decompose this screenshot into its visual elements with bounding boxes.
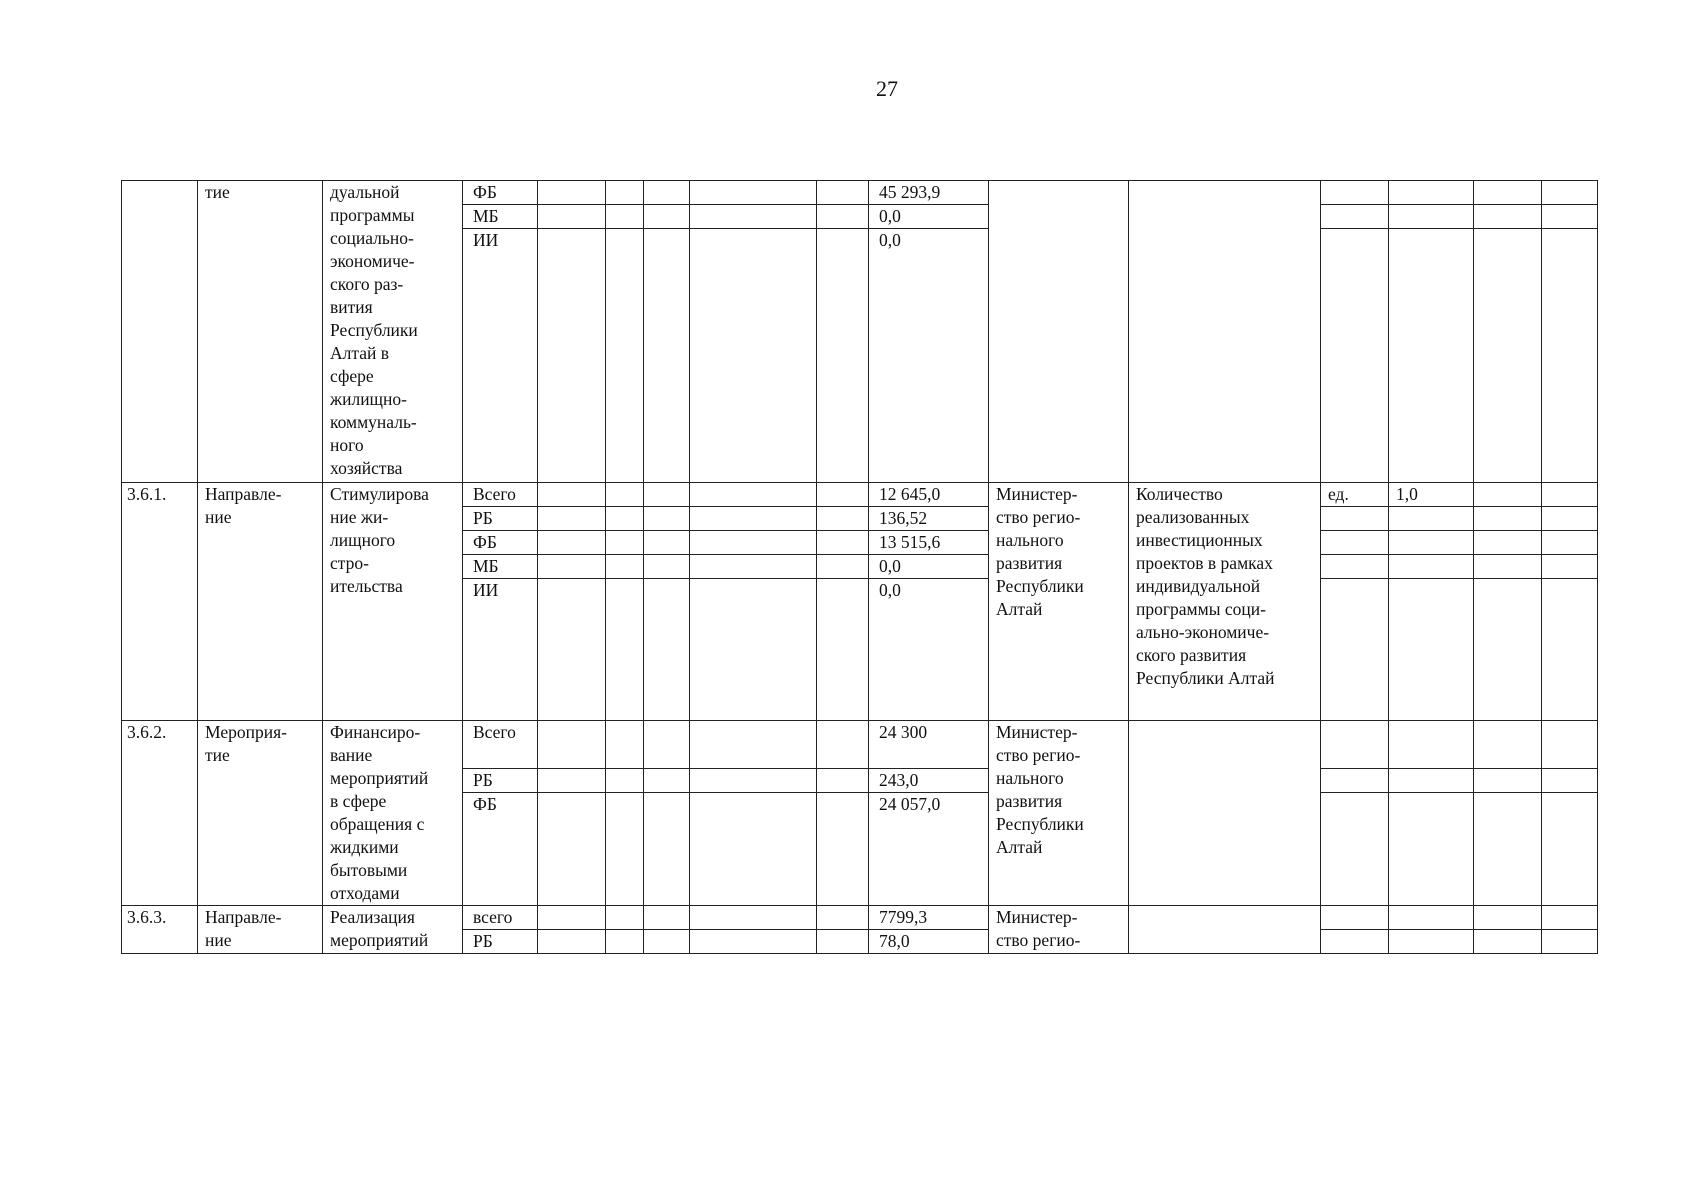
empty-cell xyxy=(644,793,690,906)
page-number: 27 xyxy=(876,76,898,101)
empty-cell xyxy=(1542,205,1598,229)
amount-cell: 136,52 xyxy=(869,507,989,531)
empty-cell xyxy=(1542,229,1598,483)
unit-cell: ед. xyxy=(1321,483,1389,507)
empty-cell xyxy=(1321,579,1389,721)
empty-cell xyxy=(1321,793,1389,906)
amount-cell: 0,0 xyxy=(869,579,989,721)
funding-source-cell: ИИ xyxy=(463,579,538,721)
empty-cell xyxy=(606,793,644,906)
target-value-cell xyxy=(1389,906,1474,930)
empty-cell xyxy=(1389,793,1474,906)
empty-cell xyxy=(817,793,869,906)
empty-cell xyxy=(644,483,690,507)
item-name-cell: Стимулирова ние жи- лищного стро- ительства xyxy=(323,483,463,721)
item-code-cell: 3.6.1. xyxy=(122,483,198,721)
empty-cell xyxy=(606,205,644,229)
empty-cell xyxy=(1474,229,1542,483)
empty-cell xyxy=(606,507,644,531)
empty-cell xyxy=(1542,483,1598,507)
empty-cell xyxy=(644,205,690,229)
empty-cell xyxy=(538,769,606,793)
empty-cell xyxy=(538,930,606,954)
empty-cell xyxy=(1321,555,1389,579)
empty-cell xyxy=(690,579,817,721)
empty-cell xyxy=(817,769,869,793)
empty-cell xyxy=(690,721,817,769)
empty-cell xyxy=(1321,531,1389,555)
empty-cell xyxy=(1542,555,1598,579)
empty-cell xyxy=(1542,181,1598,205)
amount-cell: 7799,3 xyxy=(869,906,989,930)
empty-cell xyxy=(538,229,606,483)
empty-cell xyxy=(1542,531,1598,555)
empty-cell xyxy=(817,531,869,555)
empty-cell xyxy=(1321,229,1389,483)
empty-cell xyxy=(1542,930,1598,954)
empty-cell xyxy=(538,579,606,721)
empty-cell xyxy=(538,507,606,531)
empty-cell xyxy=(817,507,869,531)
item-code-cell xyxy=(122,181,198,483)
empty-cell xyxy=(1474,930,1542,954)
funding-source-cell: РБ xyxy=(463,507,538,531)
empty-cell xyxy=(817,721,869,769)
empty-cell xyxy=(1474,906,1542,930)
empty-cell xyxy=(606,555,644,579)
empty-cell xyxy=(1321,507,1389,531)
empty-cell xyxy=(1321,930,1389,954)
item-type-cell: Направле- ние xyxy=(198,483,323,721)
amount-cell: 0,0 xyxy=(869,205,989,229)
empty-cell xyxy=(538,531,606,555)
item-type-cell: Направле- ние xyxy=(198,906,323,954)
empty-cell xyxy=(1474,579,1542,721)
empty-cell xyxy=(1474,793,1542,906)
empty-cell xyxy=(1321,205,1389,229)
item-code-cell: 3.6.3. xyxy=(122,906,198,954)
unit-cell xyxy=(1321,906,1389,930)
table-row xyxy=(122,721,1598,769)
empty-cell xyxy=(817,181,869,205)
empty-cell xyxy=(644,721,690,769)
empty-cell xyxy=(817,579,869,721)
empty-cell xyxy=(1474,531,1542,555)
empty-cell xyxy=(817,930,869,954)
funding-source-cell: РБ xyxy=(463,769,538,793)
empty-cell xyxy=(817,229,869,483)
amount-cell: 24 057,0 xyxy=(869,793,989,906)
responsible-org-cell: Министер- ство регио- нального развития Республики Алтай xyxy=(989,721,1129,906)
empty-cell xyxy=(606,906,644,930)
empty-cell xyxy=(644,906,690,930)
item-code-cell: 3.6.2. xyxy=(122,721,198,906)
empty-cell xyxy=(690,769,817,793)
empty-cell xyxy=(1474,205,1542,229)
empty-cell xyxy=(690,906,817,930)
table-row xyxy=(122,483,1598,507)
empty-cell xyxy=(690,483,817,507)
empty-cell xyxy=(606,579,644,721)
empty-cell xyxy=(1389,229,1474,483)
empty-cell xyxy=(817,906,869,930)
empty-cell xyxy=(690,531,817,555)
amount-cell: 45 293,9 xyxy=(869,181,989,205)
empty-cell xyxy=(606,531,644,555)
empty-cell xyxy=(644,769,690,793)
empty-cell xyxy=(1474,181,1542,205)
item-type-cell: Мероприя- тие xyxy=(198,721,323,906)
empty-cell xyxy=(1389,579,1474,721)
amount-cell: 0,0 xyxy=(869,229,989,483)
empty-cell xyxy=(606,721,644,769)
empty-cell xyxy=(1474,769,1542,793)
empty-cell xyxy=(690,205,817,229)
amount-cell: 0,0 xyxy=(869,555,989,579)
empty-cell xyxy=(644,555,690,579)
table-row xyxy=(122,181,1598,205)
empty-cell xyxy=(817,483,869,507)
empty-cell xyxy=(690,181,817,205)
amount-cell: 12 645,0 xyxy=(869,483,989,507)
empty-cell xyxy=(644,229,690,483)
empty-cell xyxy=(690,930,817,954)
responsible-org-cell xyxy=(989,181,1129,483)
funding-source-cell: ФБ xyxy=(463,181,538,205)
empty-cell xyxy=(538,793,606,906)
amount-cell: 243,0 xyxy=(869,769,989,793)
funding-source-cell: всего xyxy=(463,906,538,930)
empty-cell xyxy=(606,483,644,507)
target-value-cell xyxy=(1389,181,1474,205)
empty-cell xyxy=(538,181,606,205)
empty-cell xyxy=(1542,769,1598,793)
empty-cell xyxy=(1474,721,1542,769)
empty-cell xyxy=(644,579,690,721)
item-name-cell: Реализация мероприятий xyxy=(323,906,463,954)
empty-cell xyxy=(538,483,606,507)
empty-cell xyxy=(1389,930,1474,954)
empty-cell xyxy=(538,555,606,579)
target-value-cell: 1,0 xyxy=(1389,483,1474,507)
empty-cell xyxy=(1389,507,1474,531)
amount-cell: 78,0 xyxy=(869,930,989,954)
empty-cell xyxy=(1542,721,1598,769)
empty-cell xyxy=(538,721,606,769)
item-name-cell: дуальной программы социально- экономиче- ского раз- вития Республики Алтай в сфере жилищно- коммуналь- ного хозяйства xyxy=(323,181,463,483)
funding-source-cell: ИИ xyxy=(463,229,538,483)
empty-cell xyxy=(1474,507,1542,531)
empty-cell xyxy=(1389,555,1474,579)
item-name-cell: Финансиро- вание мероприятий в сфере обращения с жидкими бытовыми отходами xyxy=(323,721,463,906)
empty-cell xyxy=(690,229,817,483)
empty-cell xyxy=(1389,205,1474,229)
empty-cell xyxy=(644,930,690,954)
funding-source-cell: МБ xyxy=(463,555,538,579)
table-body xyxy=(122,181,1598,954)
empty-cell xyxy=(690,555,817,579)
funding-source-cell: Всего xyxy=(463,483,538,507)
empty-cell xyxy=(1542,507,1598,531)
empty-cell xyxy=(1321,769,1389,793)
empty-cell xyxy=(1542,906,1598,930)
empty-cell xyxy=(606,229,644,483)
responsible-org-cell: Министер- ство регио- нального развития Республики Алтай xyxy=(989,483,1129,721)
empty-cell xyxy=(644,507,690,531)
funding-source-cell: Всего xyxy=(463,721,538,769)
indicator-cell: Количество реализованных инвестиционных проектов в рамках индивидуальной программы соци- ально-экономиче- ского развития Республики Алтай xyxy=(1129,483,1321,721)
amount-cell: 24 300 xyxy=(869,721,989,769)
unit-cell xyxy=(1321,181,1389,205)
table-row xyxy=(122,906,1598,930)
indicator-cell xyxy=(1129,181,1321,483)
empty-cell xyxy=(538,906,606,930)
indicator-cell xyxy=(1129,906,1321,954)
responsible-org-cell: Министер- ство регио- xyxy=(989,906,1129,954)
indicator-cell xyxy=(1129,721,1321,906)
empty-cell xyxy=(1542,579,1598,721)
empty-cell xyxy=(1474,483,1542,507)
item-type-cell: тие xyxy=(198,181,323,483)
empty-cell xyxy=(1389,531,1474,555)
empty-cell xyxy=(1474,555,1542,579)
unit-cell xyxy=(1321,721,1389,769)
funding-source-cell: ФБ xyxy=(463,793,538,906)
funding-source-cell: МБ xyxy=(463,205,538,229)
empty-cell xyxy=(817,555,869,579)
empty-cell xyxy=(1389,769,1474,793)
empty-cell xyxy=(644,181,690,205)
empty-cell xyxy=(606,930,644,954)
empty-cell xyxy=(817,205,869,229)
funding-source-cell: ФБ xyxy=(463,531,538,555)
target-value-cell xyxy=(1389,721,1474,769)
amount-cell: 13 515,6 xyxy=(869,531,989,555)
empty-cell xyxy=(644,531,690,555)
budget-table xyxy=(121,180,1598,954)
empty-cell xyxy=(606,181,644,205)
funding-source-cell: РБ xyxy=(463,930,538,954)
empty-cell xyxy=(538,205,606,229)
empty-cell xyxy=(690,793,817,906)
empty-cell xyxy=(1542,793,1598,906)
empty-cell xyxy=(690,507,817,531)
empty-cell xyxy=(606,769,644,793)
